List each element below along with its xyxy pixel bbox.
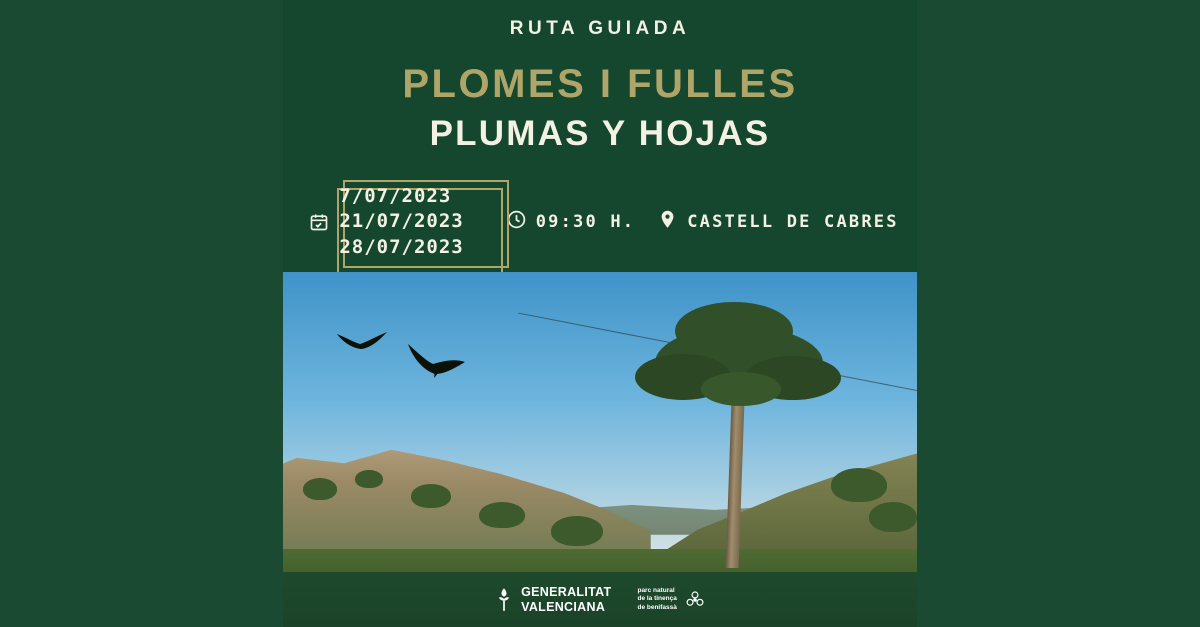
pine-canopy (675, 302, 793, 360)
poster-kicker: RUTA GUIADA (509, 18, 691, 39)
calendar-icon (309, 212, 329, 232)
shrub (869, 502, 917, 532)
date-list (339, 184, 463, 260)
map-pin-icon (657, 209, 678, 234)
generalitat-line1: GENERALITAT (521, 585, 612, 600)
event-info-row (283, 178, 917, 266)
generalitat-valenciana-logo (494, 585, 611, 614)
generalitat-crest-icon (494, 587, 514, 613)
event-time: 09:30 H. (535, 211, 636, 232)
generalitat-label (521, 585, 611, 614)
poster-canvas (283, 0, 917, 627)
parc-natural-logo (637, 587, 705, 611)
shrub (831, 468, 887, 502)
parc-line2: de la tinença (637, 595, 677, 603)
vulture-silhouette (335, 328, 389, 354)
date-block (301, 178, 477, 266)
landscape-photo (283, 272, 917, 627)
shrub (411, 484, 451, 508)
vulture-silhouette (405, 340, 469, 380)
parc-line3: de benifassà (637, 603, 677, 611)
date-item: 21/07/2023 (339, 210, 464, 233)
shrub (551, 516, 603, 546)
shrub (355, 470, 383, 488)
shrub (479, 502, 525, 528)
clock-icon (506, 209, 527, 234)
parc-natural-flower-icon (684, 589, 706, 611)
place-block (657, 209, 898, 234)
event-place: CASTELL DE CABRES (687, 211, 899, 232)
logo-band (283, 572, 917, 627)
date-item: 28/07/2023 (339, 235, 464, 258)
poster-title-valencian: PLOMES I FULLES (402, 62, 798, 106)
poster-header (283, 18, 917, 290)
generalitat-line2: VALENCIANA (521, 599, 606, 614)
poster-title-spanish: PLUMAS Y HOJAS (429, 114, 771, 153)
pine-canopy (701, 372, 781, 406)
time-block (506, 209, 635, 234)
parc-natural-label (637, 587, 676, 611)
date-item: 7/07/2023 (339, 185, 452, 207)
shrub (303, 478, 337, 500)
parc-line1: parc natural (637, 587, 675, 595)
